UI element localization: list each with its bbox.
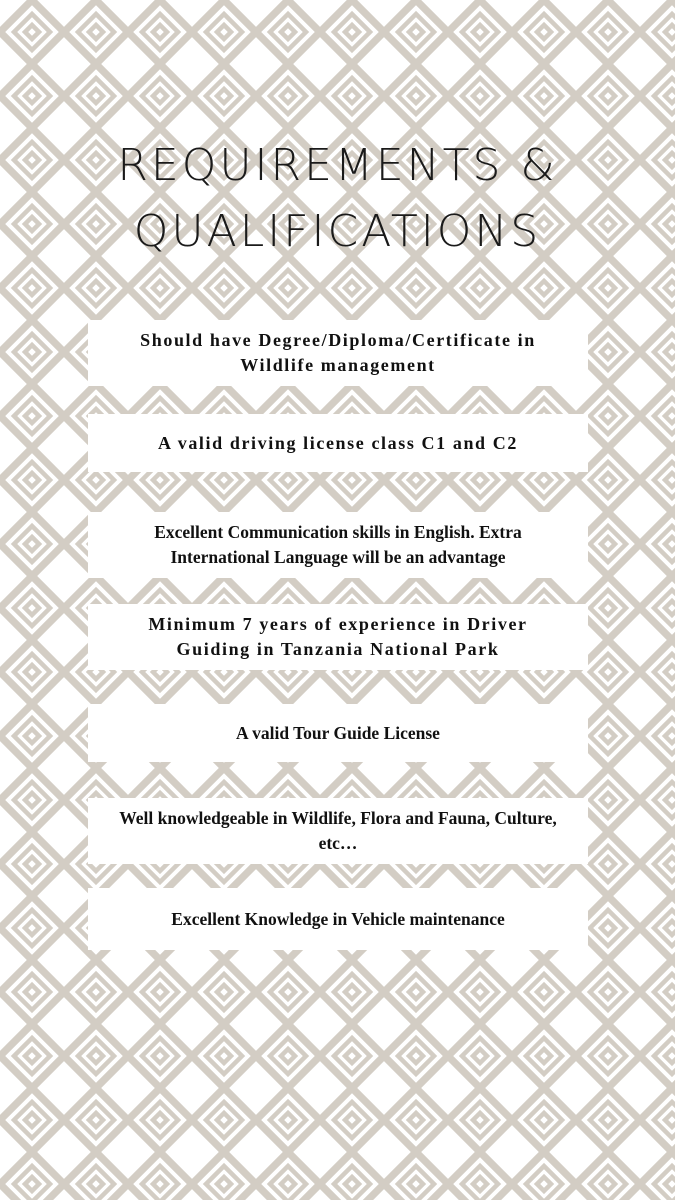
page-title-line-2: QUALIFICATIONS [133, 206, 542, 257]
requirement-item-tour-guide-license [88, 704, 588, 762]
requirement-item-vehicle-maintenance [88, 888, 588, 950]
requirement-text: Well knowledgeable in Wildlife, Flora and Fauna, Culture, etc… [119, 808, 557, 853]
requirement-text: Excellent Knowledge in Vehicle maintenance [171, 908, 505, 929]
requirement-item-communication [88, 512, 588, 578]
requirement-text: Excellent Communication skills in English. Extra International Language will be an advantage [154, 522, 522, 567]
requirement-item-driving-license [88, 414, 588, 472]
requirement-item-wildlife-knowledge [88, 798, 588, 864]
requirement-text: A valid Tour Guide License [236, 722, 440, 743]
requirement-text: A valid driving license class C1 and C2 [158, 432, 518, 453]
requirement-text: Should have Degree/Diploma/Certificate in Wildlife management [140, 330, 536, 375]
page-title-line-1: REQUIREMENTS & [117, 140, 558, 191]
requirement-text: Minimum 7 years of experience in Driver Guiding in Tanzania National Park [148, 614, 528, 659]
requirement-item-degree [88, 320, 588, 386]
requirement-item-experience [88, 604, 588, 670]
